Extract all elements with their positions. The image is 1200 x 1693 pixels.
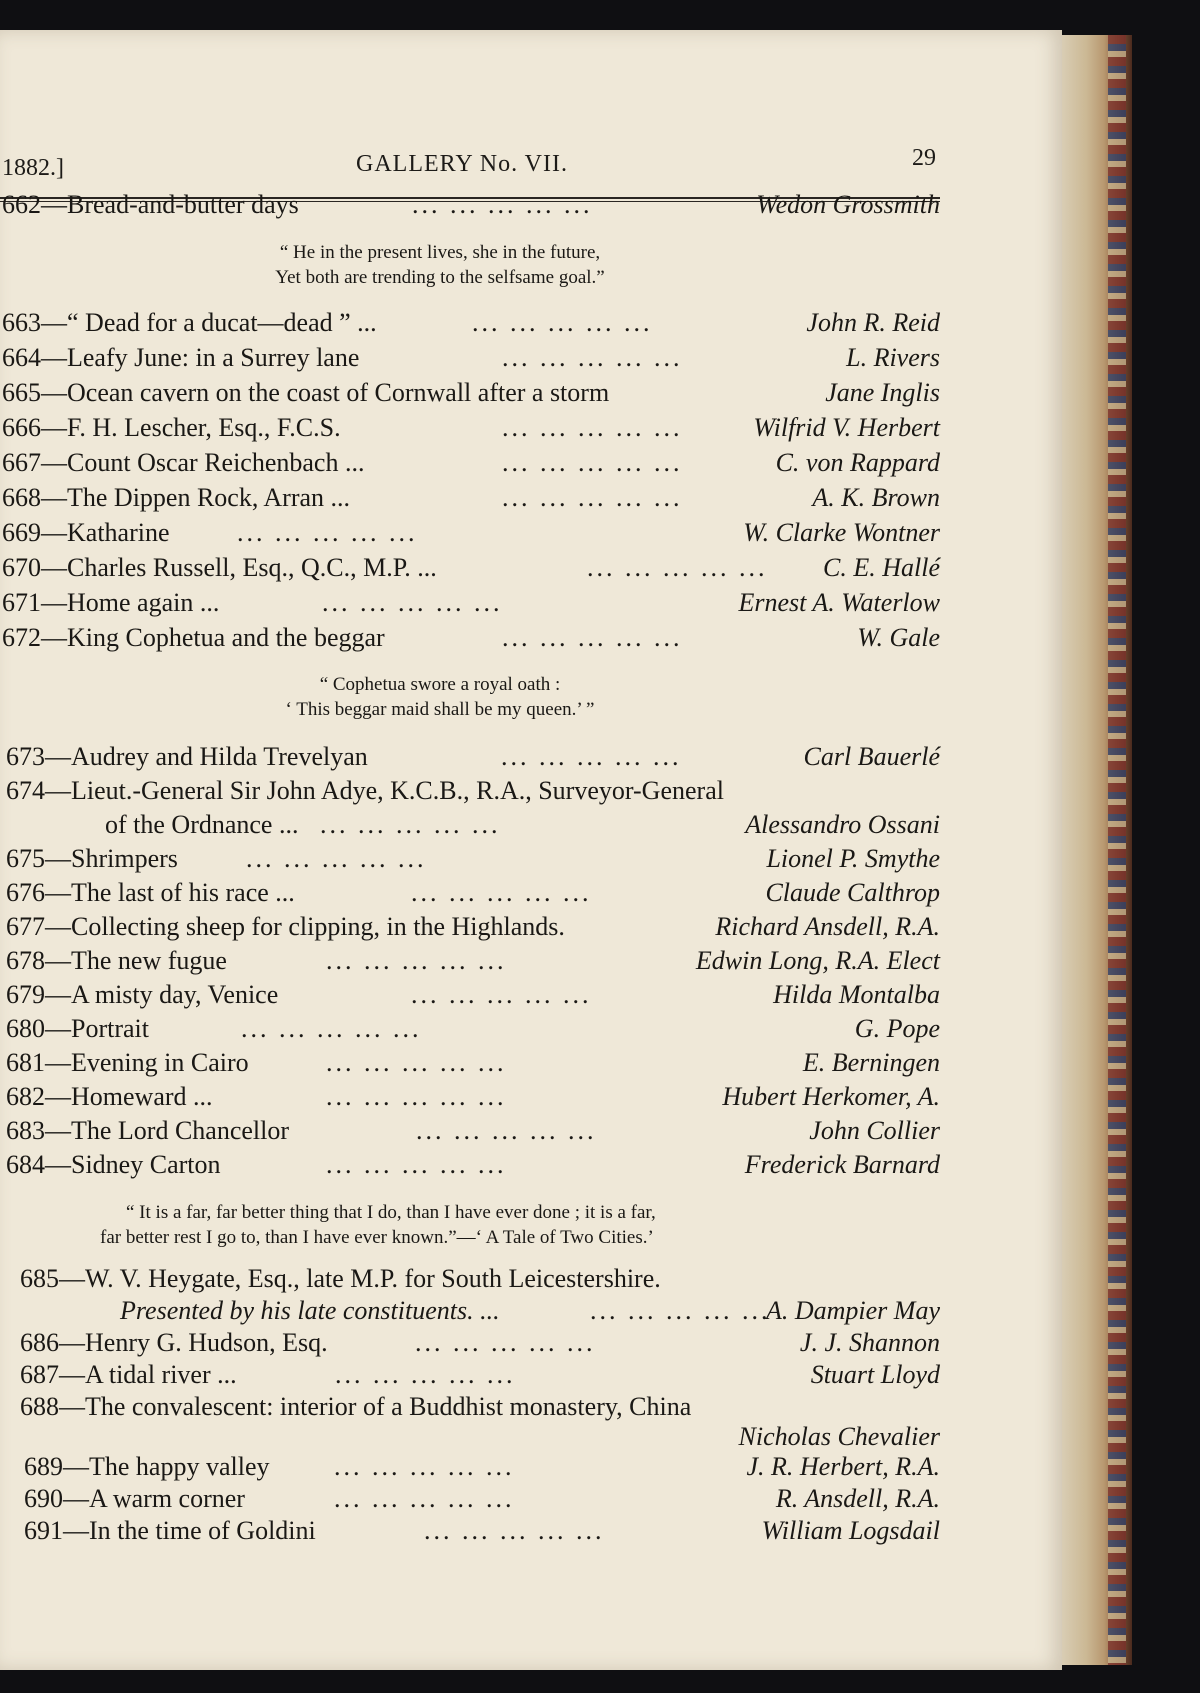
book-page (0, 30, 1062, 1670)
catalogue-entry (2, 343, 940, 377)
catalogue-entry (20, 1422, 940, 1456)
entry-title: 677—Collecting sheep for clipping, in the Highlands. (6, 912, 565, 941)
entry-artist: W. Gale (857, 623, 940, 652)
dot-leader: ... ... ... ... ... (416, 1116, 597, 1145)
entry-title: 678—The new fugue (6, 946, 227, 975)
catalogue-entry (2, 588, 940, 622)
dot-leader: ... ... ... ... ... (501, 742, 682, 771)
catalogue-entry (6, 844, 940, 878)
entry-title: 690—A warm corner (24, 1484, 245, 1513)
entry-artist: W. Clarke Wontner (743, 518, 940, 547)
dot-leader: ... ... ... ... ... (320, 810, 501, 839)
catalogue-entry (20, 1328, 940, 1362)
entry-artist: Richard Ansdell, R.A. (715, 912, 940, 941)
entry-artist: Ernest A. Waterlow (738, 588, 940, 617)
entry-title: 668—The Dippen Rock, Arran ... (2, 483, 351, 512)
catalogue-entry (2, 518, 940, 552)
catalogue-entry (6, 946, 940, 980)
dot-leader: ... ... ... ... ... (412, 190, 593, 219)
dot-leader: ... ... ... ... ... (502, 483, 683, 512)
entry-artist: Wedon Grossmith (756, 190, 940, 219)
entry-title: 685—W. V. Heygate, Esq., late M.P. for South Leicestershire. (20, 1264, 661, 1293)
entry-title: 675—Shrimpers (6, 844, 178, 873)
dot-leader: ... ... ... ... ... (326, 1082, 507, 1111)
catalogue-entry (20, 1392, 940, 1426)
entry-quote (240, 672, 640, 722)
dot-leader: ... ... ... ... ... (322, 588, 503, 617)
dot-leader: ... ... ... ... ... (590, 1296, 771, 1325)
entry-title: 667—Count Oscar Reichenbach ... (2, 448, 365, 477)
entry-quote (100, 1200, 860, 1250)
catalogue-entry (6, 1014, 940, 1048)
dot-leader: ... ... ... ... ... (326, 946, 507, 975)
page-edge (1062, 35, 1132, 1665)
catalogue-entry (2, 308, 940, 342)
catalogue-entry (6, 912, 940, 946)
entry-artist: C. von Rappard (775, 448, 940, 477)
entry-title: 673—Audrey and Hilda Trevelyan (6, 742, 368, 771)
catalogue-entry (6, 1082, 940, 1116)
dot-leader: ... ... ... ... ... (502, 343, 683, 372)
dot-leader: ... ... ... ... ... (326, 1048, 507, 1077)
entry-title: 689—The happy valley (24, 1452, 270, 1481)
header-year: 1882.] (2, 155, 64, 181)
dot-leader: ... ... ... ... ... (334, 1484, 515, 1513)
entry-title: 670—Charles Russell, Esq., Q.C., M.P. ... (2, 553, 437, 582)
entry-title: Presented by his late constituents. ... (120, 1296, 500, 1325)
entry-artist: Edwin Long, R.A. Elect (695, 946, 940, 975)
dot-leader: ... ... ... ... ... (415, 1328, 596, 1357)
entry-artist: C. E. Hallé (823, 553, 940, 582)
catalogue-entry (2, 378, 940, 412)
entry-title: 665—Ocean cavern on the coast of Cornwall after a storm (2, 378, 610, 407)
entry-title: 688—The convalescent: interior of a Buddhist monastery, China (20, 1392, 692, 1421)
quote-line: “ Cophetua swore a royal oath : (319, 674, 561, 695)
catalogue-entry (2, 413, 940, 447)
entry-artist: J. J. Shannon (799, 1328, 940, 1357)
entry-title: 691—In the time of Goldini (24, 1516, 316, 1545)
entry-artist: Frederick Barnard (744, 1150, 940, 1179)
dot-leader: ... ... ... ... ... (334, 1452, 515, 1481)
dot-leader: ... ... ... ... ... (411, 878, 592, 907)
dot-leader: ... ... ... ... ... (424, 1516, 605, 1545)
entry-title: 681—Evening in Cairo (6, 1048, 249, 1077)
entry-title: 674—Lieut.-General Sir John Adye, K.C.B., R.A., Surveyor-General (6, 776, 724, 805)
entry-artist: Nicholas Chevalier (738, 1422, 940, 1451)
quote-line: far better rest I go to, than I have ever known.”—‘ A Tale of Two Cities.’ (100, 1227, 654, 1248)
page-number: 29 (912, 145, 936, 171)
entry-title: 672—King Cophetua and the beggar (2, 623, 385, 652)
entry-artist: A. Dampier May (765, 1296, 940, 1325)
catalogue-entry (120, 1296, 940, 1330)
entry-artist: J. R. Herbert, R.A. (746, 1452, 940, 1481)
catalogue-entry (2, 553, 940, 587)
entry-title: 679—A misty day, Venice (6, 980, 279, 1009)
entry-artist: A. K. Brown (812, 483, 940, 512)
entry-artist: Alessandro Ossani (745, 810, 940, 839)
entry-title: 671—Home again ... (2, 588, 220, 617)
quote-line: “ He in the present lives, she in the future, (279, 242, 601, 263)
dot-leader: ... ... ... ... ... (502, 413, 683, 442)
catalogue-entry (6, 742, 940, 776)
catalogue-entry (24, 1452, 940, 1486)
catalogue-entry (6, 1048, 940, 1082)
entry-artist: Jane Inglis (825, 378, 940, 407)
entry-artist: R. Ansdell, R.A. (775, 1484, 940, 1513)
catalogue-entry (2, 483, 940, 517)
dot-leader: ... ... ... ... ... (472, 308, 653, 337)
catalogue-entry (24, 1484, 940, 1518)
entry-artist: E. Berningen (802, 1048, 940, 1077)
catalogue-entry (2, 190, 940, 224)
entry-title: of the Ordnance ... (105, 810, 299, 839)
entry-title: 680—Portrait (6, 1014, 149, 1043)
header-title: GALLERY No. VII. (356, 151, 568, 177)
entry-title: 666—F. H. Lescher, Esq., F.C.S. (2, 413, 341, 442)
dot-leader: ... ... ... ... ... (502, 448, 683, 477)
catalogue-entry (6, 878, 940, 912)
entry-artist: G. Pope (854, 1014, 940, 1043)
page-header (0, 125, 1062, 181)
dot-leader: ... ... ... ... ... (237, 518, 418, 547)
dot-leader: ... ... ... ... ... (246, 844, 427, 873)
entry-artist: Wilfrid V. Herbert (753, 413, 940, 442)
entry-title: 684—Sidney Carton (6, 1150, 221, 1179)
entry-artist: Carl Bauerlé (803, 742, 940, 771)
catalogue-entry (20, 1264, 940, 1298)
entry-title: 683—The Lord Chancellor (6, 1116, 290, 1145)
entry-artist: Hilda Montalba (773, 980, 940, 1009)
catalogue-entry (20, 1360, 940, 1394)
entry-title: 682—Homeward ... (6, 1082, 213, 1111)
entry-title: 676—The last of his race ... (6, 878, 295, 907)
entry-artist: Claude Calthrop (765, 878, 940, 907)
catalogue-entry (2, 448, 940, 482)
entry-artist: John Collier (809, 1116, 940, 1145)
dot-leader: ... ... ... ... ... (241, 1014, 422, 1043)
entry-artist: Hubert Herkomer, A. (722, 1082, 940, 1111)
entry-title: 686—Henry G. Hudson, Esq. (20, 1328, 328, 1357)
entry-title: 687—A tidal river ... (20, 1360, 237, 1389)
quote-line: Yet both are trending to the selfsame goal.” (275, 267, 605, 288)
catalogue-entry (6, 776, 940, 810)
entry-artist: L. Rivers (846, 343, 940, 372)
entry-title: 669—Katharine (2, 518, 170, 547)
entry-artist: William Logsdail (761, 1516, 940, 1545)
catalogue-entry (6, 1116, 940, 1150)
entry-title: 664—Leafy June: in a Surrey lane (2, 343, 360, 372)
entry-quote (200, 240, 680, 290)
entry-artist: Stuart Lloyd (810, 1360, 940, 1389)
entry-artist: John R. Reid (806, 308, 940, 337)
catalogue-entry (6, 1150, 940, 1184)
dot-leader: ... ... ... ... ... (411, 980, 592, 1009)
entry-title: 663—“ Dead for a ducat—dead ” ... (2, 308, 377, 337)
entry-artist: Lionel P. Smythe (766, 844, 940, 873)
entry-title: 662—Bread-and-butter days (2, 190, 299, 219)
catalogue-entry (2, 623, 940, 657)
dot-leader: ... ... ... ... ... (502, 623, 683, 652)
dot-leader: ... ... ... ... ... (326, 1150, 507, 1179)
quote-line: ‘ This beggar maid shall be my queen.’ ” (285, 699, 595, 720)
dot-leader: ... ... ... ... ... (335, 1360, 516, 1389)
catalogue-entry (24, 1516, 940, 1550)
dot-leader: ... ... ... ... ... (587, 553, 768, 582)
catalogue-entry (6, 980, 940, 1014)
quote-line: “ It is a far, far better thing that I do, than I have ever done ; it is a far, (126, 1202, 656, 1223)
catalogue-entry (105, 810, 940, 844)
